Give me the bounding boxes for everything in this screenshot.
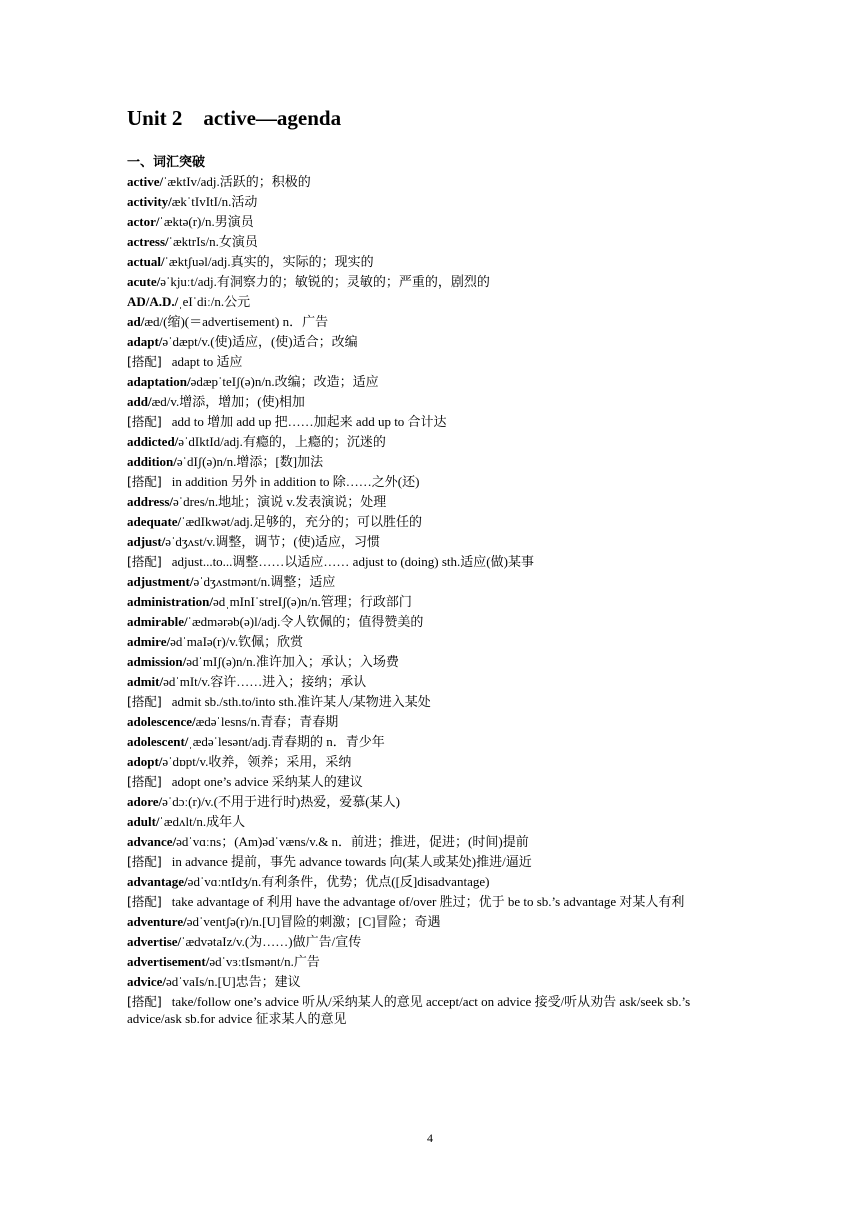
headword: acute/ [127, 274, 161, 289]
vocab-entry [127, 630, 737, 650]
collocation-tag: [搭配] [127, 774, 162, 789]
vocab-entry [127, 830, 737, 850]
vocab-entry [127, 670, 737, 690]
entry-text: ədˈvɜːtIsmənt/n.广告 [209, 954, 320, 969]
headword: addicted/ [127, 434, 179, 449]
entry-text: adapt to 适应 [171, 354, 243, 369]
vocab-entry [127, 510, 737, 530]
vocab-entry [127, 870, 737, 890]
entry-text: ædəˈlesns/n.青春；青春期 [195, 714, 339, 729]
collocation-line [127, 470, 737, 490]
entry-text: add to 增加 add up 把……加起来 add up to 合计达 [171, 414, 447, 429]
entry-text: adjust...to...调整……以适应…… adjust to (doing) sth.适应(做)某事 [171, 554, 534, 569]
headword: administration/ [127, 594, 213, 609]
entry-text: əˈdʒʌstmənt/n.调整；适应 [193, 574, 336, 589]
vocab-entry [127, 170, 737, 190]
vocab-entry [127, 810, 737, 830]
entry-text: əˈdres/n.地址；演说 v.发表演说；处理 [173, 494, 387, 509]
entry-text: ədˈmIʃ(ə)n/n.准许加入；承认；入场费 [186, 654, 399, 669]
headword: active/ [127, 174, 164, 189]
entry-text: ˈædIkwət/adj.足够的，充分的；可以胜任的 [181, 514, 423, 529]
collocation-line [127, 550, 737, 570]
vocab-entry [127, 370, 737, 390]
headword: admirable/ [127, 614, 188, 629]
vocab-entry [127, 450, 737, 470]
entry-text: æd/(缩)(＝advertisement) n．广告 [144, 314, 329, 329]
entry-text: ˈæktə(r)/n.男演员 [159, 214, 254, 229]
headword: actress/ [127, 234, 169, 249]
vocab-entry [127, 610, 737, 630]
headword: addition/ [127, 454, 177, 469]
headword: adjust/ [127, 534, 166, 549]
vocab-entry [127, 970, 737, 990]
entry-text: ˈæktrIs/n.女演员 [168, 234, 258, 249]
headword: activity/ [127, 194, 172, 209]
vocab-entry [127, 430, 737, 450]
collocation-tag: [搭配] [127, 354, 162, 369]
vocab-entry [127, 730, 737, 750]
entry-text: ˌeIˈdiː/n.公元 [178, 294, 251, 309]
headword: advantage/ [127, 874, 188, 889]
entry-text: ˈæktʃuəl/adj.真实的，实际的；现实的 [164, 254, 374, 269]
entry-text: ədˈvaIs/n.[U]忠告；建议 [166, 974, 301, 989]
entry-text: əˈdɔː(r)/v.(不用于进行时)热爱，爱慕(某人) [162, 794, 400, 809]
headword: add/ [127, 394, 152, 409]
headword: AD/A.D./ [127, 294, 179, 309]
headword: adolescence/ [127, 714, 196, 729]
vocab-entry [127, 290, 737, 310]
entry-text: ˈædvətaIz/v.(为……)做广告/宣传 [181, 934, 362, 949]
entry-text: əˈdæpt/v.(使)适应，(使)适合；改编 [162, 334, 358, 349]
headword: actor/ [127, 214, 160, 229]
collocation-tag: [搭配] [127, 994, 162, 1009]
entry-text: əˈdʒʌst/v.调整，调节；(使)适应，习惯 [165, 534, 381, 549]
vocab-entry [127, 910, 737, 930]
entry-text: adopt one’s advice 采纳某人的建议 [171, 774, 363, 789]
headword: advance/ [127, 834, 177, 849]
entry-text: ˈædʌlt/n.成年人 [159, 814, 246, 829]
collocation-tag: [搭配] [127, 894, 162, 909]
collocation-line [127, 850, 737, 870]
entry-text: əˈdIktId/adj.有瘾的，上瘾的；沉迷的 [178, 434, 386, 449]
entry-text: æd/v.增添，增加；(使)相加 [151, 394, 305, 409]
vocab-entry [127, 950, 737, 970]
entry-text: əˈkjuːt/adj.有洞察力的；敏锐的；灵敏的；严重的，剧烈的 [160, 274, 490, 289]
vocab-entry [127, 490, 737, 510]
headword: admire/ [127, 634, 171, 649]
entry-text: in addition 另外 in addition to 除……之外(还) [171, 474, 420, 489]
vocab-entry [127, 270, 737, 290]
vocab-entry [127, 230, 737, 250]
headword: ad/ [127, 314, 145, 329]
collocation-line [127, 690, 737, 710]
entry-text: ˈæktIv/adj.活跃的；积极的 [163, 174, 311, 189]
entry-text: əˈdIʃ(ə)n/n.增添；[数]加法 [176, 454, 324, 469]
vocab-entry [127, 570, 737, 590]
entry-text: ˌædəˈlesənt/adj.青春期的 n．青少年 [188, 734, 385, 749]
vocab-entry [127, 710, 737, 730]
entry-text: ədæpˈteIʃ(ə)n/n.改编；改造；适应 [190, 374, 379, 389]
headword: admit/ [127, 674, 164, 689]
vocab-entry [127, 250, 737, 270]
collocation-line [127, 350, 737, 370]
vocab-entry [127, 790, 737, 810]
collocation-tag: [搭配] [127, 554, 162, 569]
entry-text: ədˈvɑːns；(Am)ədˈvæns/v.& n．前进；推进，促进；(时间)提前 [176, 834, 529, 849]
headword: adventure/ [127, 914, 187, 929]
entry-text: take advantage of 利用 have the advantage of/over 胜过；优于 be to sb.’s advantage 对某人有利 [171, 894, 685, 909]
entry-text: in advance 提前，事先 advance towards 向(某人或某处)推进/逼近 [171, 854, 532, 869]
collocation-line [127, 990, 737, 1027]
vocab-entry [127, 530, 737, 550]
vocab-entry [127, 650, 737, 670]
collocation-line [127, 890, 737, 910]
headword: adopt/ [127, 754, 163, 769]
collocation-tag: [搭配] [127, 474, 162, 489]
collocation-line [127, 410, 737, 430]
page-number: 4 [427, 1131, 433, 1145]
collocation-tag: [搭配] [127, 854, 162, 869]
entry-text: əˈdɒpt/v.收养，领养；采用，采纳 [162, 754, 352, 769]
vocabulary-list [127, 170, 737, 1027]
headword: adapt/ [127, 334, 163, 349]
entry-text: admit sb./sth.to/into sth.准许某人/某物进入某处 [171, 694, 431, 709]
vocab-entry [127, 390, 737, 410]
entry-text: ækˈtIvItI/n.活动 [171, 194, 258, 209]
entry-text: ˈædmərəb(ə)l/adj.令人钦佩的；值得赞美的 [187, 614, 424, 629]
entry-text: ədˈvɑːntIdʒ/n.有利条件，优势；优点([反]disadvantage) [187, 874, 490, 889]
headword: advice/ [127, 974, 166, 989]
vocab-entry [127, 930, 737, 950]
vocab-entry [127, 330, 737, 350]
collocation-line [127, 770, 737, 790]
collocation-tag: [搭配] [127, 414, 162, 429]
entry-text: ədˈmIt/v.容许……进入；接纳；承认 [163, 674, 367, 689]
headword: admission/ [127, 654, 187, 669]
headword: actual/ [127, 254, 165, 269]
section-heading: 一、词汇突破 [127, 155, 206, 170]
entry-text: ədˈmaIə(r)/v.钦佩；欣赏 [170, 634, 304, 649]
headword: adaptation/ [127, 374, 191, 389]
vocab-entry [127, 750, 737, 770]
headword: address/ [127, 494, 173, 509]
unit-title: Unit 2 active—agenda [127, 106, 342, 130]
vocab-entry [127, 210, 737, 230]
headword: adore/ [127, 794, 163, 809]
entry-text: take/follow one’s advice 听从/采纳某人的意见 accept/act on advice 接受/听从劝告 ask/seek sb.’s advice/ask sb.for advice 征求某人的意见 [127, 994, 691, 1026]
headword: adult/ [127, 814, 160, 829]
headword: adequate/ [127, 514, 182, 529]
vocab-entry [127, 590, 737, 610]
collocation-tag: [搭配] [127, 694, 162, 709]
headword: advertisement/ [127, 954, 210, 969]
entry-text: ədˈventʃə(r)/n.[U]冒险的刺激；[C]冒险；奇遇 [186, 914, 441, 929]
headword: advertise/ [127, 934, 182, 949]
vocab-entry [127, 190, 737, 210]
vocab-entry [127, 310, 737, 330]
headword: adolescent/ [127, 734, 189, 749]
headword: adjustment/ [127, 574, 194, 589]
entry-text: ədˌmInIˈstreIʃ(ə)n/n.管理；行政部门 [212, 594, 412, 609]
